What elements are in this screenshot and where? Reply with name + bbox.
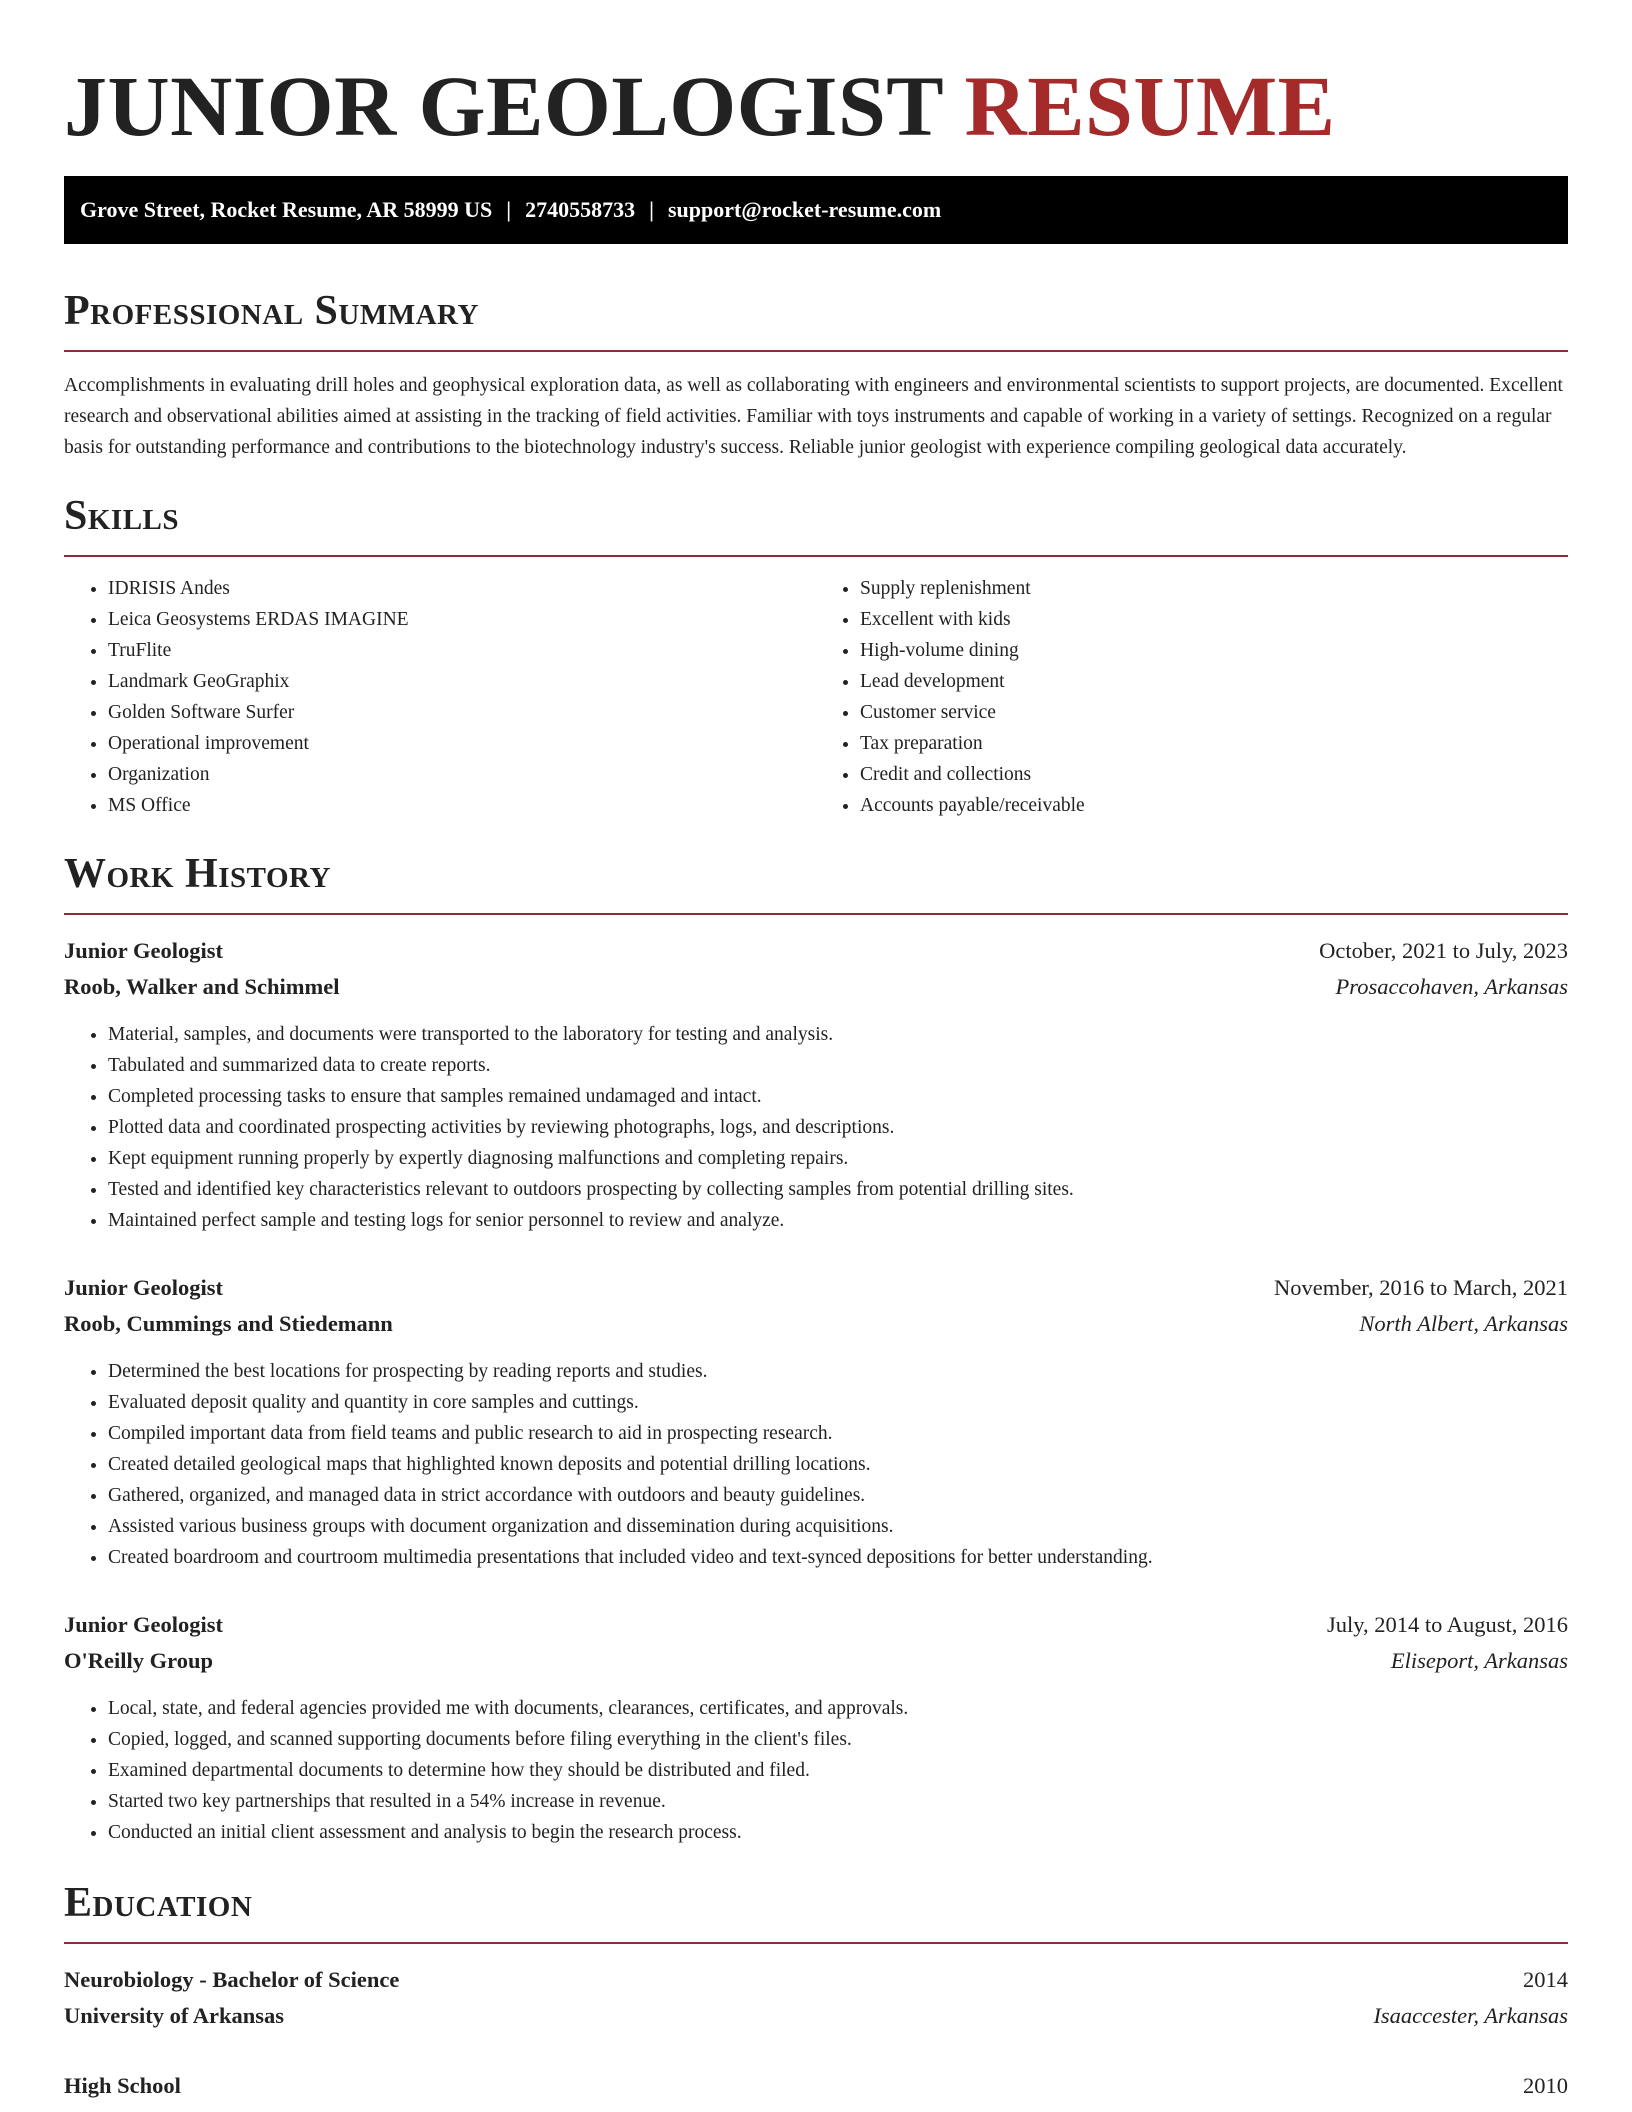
contact-email[interactable]: support@rocket-resume.com [667, 197, 942, 222]
list-item: • Excellent with kids [860, 604, 1568, 635]
list-item: • Assisted various business groups with document organization and dissemination during acquisitions. [108, 1511, 1568, 1542]
list-item: • Supply replenishment [860, 573, 1568, 604]
skills-list-left [64, 573, 816, 821]
contact-bar [64, 176, 1568, 244]
job-dates: November, 2016 to March, 2021 [1273, 1275, 1568, 1300]
job-subheader [64, 1643, 1568, 1679]
list-item: • Customer service [860, 697, 1568, 728]
skills-heading: Skills [64, 493, 180, 539]
work-section [64, 849, 1568, 1848]
contact-address: Grove Street, Rocket Resume, AR 58999 US [80, 197, 493, 222]
list-item: • Determined the best locations for prospecting by reading reports and studies. [108, 1356, 1568, 1387]
job-entry [64, 933, 1568, 1236]
job-subheader [64, 969, 1568, 1005]
list-item: • Created detailed geological maps that highlighted known deposits and potential drilling locations. [108, 1449, 1568, 1480]
list-item: • Lead development [860, 666, 1568, 697]
job-role: Junior Geologist [64, 938, 223, 963]
job-entry [64, 1270, 1568, 1573]
education-heading: Education [64, 1880, 253, 1926]
list-item: • Started two key partnerships that resulted in a 54% increase in revenue. [108, 1786, 1568, 1817]
job-company: Roob, Walker and Schimmel [64, 974, 340, 999]
education-header [64, 1962, 1568, 1998]
section-divider [64, 350, 1568, 352]
list-item: • Maintained perfect sample and testing logs for senior personnel to review and analyze. [108, 1205, 1568, 1236]
education-year: 2010 [1523, 2073, 1568, 2098]
list-item: • Completed processing tasks to ensure that samples remained undamaged and intact. [108, 1081, 1568, 1112]
education-year: 2014 [1523, 1967, 1568, 1992]
list-item: • Golden Software Surfer [108, 697, 816, 728]
list-item: • Tabulated and summarized data to create reports. [108, 1050, 1568, 1081]
work-heading: Work History [64, 851, 331, 897]
list-item: • Credit and collections [860, 759, 1568, 790]
list-item: • IDRISIS Andes [108, 573, 816, 604]
education-entry [64, 1962, 1568, 2034]
list-item: • Gathered, organized, and managed data in strict accordance with outdoors and beauty guidelines. [108, 1480, 1568, 1511]
job-location: North Albert, Arkansas [1359, 1311, 1568, 1336]
section-divider [64, 555, 1568, 557]
education-section [64, 1878, 1568, 2104]
list-item: • Created boardroom and courtroom multimedia presentations that included video and text-synced depositions for better understanding. [108, 1542, 1568, 1573]
education-school: University of Arkansas [64, 2003, 285, 2028]
list-item: • TruFlite [108, 635, 816, 666]
contact-separator: | [506, 197, 512, 222]
list-item: • MS Office [108, 790, 816, 821]
section-divider [64, 913, 1568, 915]
list-item: • Copied, logged, and scanned supporting documents before filing everything in the client's files. [108, 1724, 1568, 1755]
job-dates: October, 2021 to July, 2023 [1319, 938, 1568, 963]
job-subheader [64, 1306, 1568, 1342]
job-location: Prosaccohaven, Arkansas [1335, 974, 1568, 999]
job-header [64, 933, 1568, 969]
job-bullets [64, 1693, 1568, 1848]
resume-title [64, 0, 1568, 156]
education-location: Isaaccester, Arkansas [1373, 2003, 1568, 2028]
resume-content [64, 0, 1568, 2104]
job-bullets [64, 1019, 1568, 1236]
education-degree: High School [64, 2073, 181, 2098]
job-company: Roob, Cummings and Stiedemann [64, 1311, 393, 1336]
summary-section [64, 286, 1568, 463]
list-item: • Tax preparation [860, 728, 1568, 759]
job-entry [64, 1607, 1568, 1848]
contact-separator: | [649, 197, 654, 222]
job-location: Eliseport, Arkansas [1390, 1648, 1568, 1673]
list-item: • Tested and identified key characteristics relevant to outdoors prospecting by collecting samples from potential drilling sites. [108, 1174, 1568, 1205]
education-subheader [64, 1998, 1568, 2034]
list-item: • Landmark GeoGraphix [108, 666, 816, 697]
title-accent: RESUME [964, 58, 1336, 154]
list-item: • High-volume dining [860, 635, 1568, 666]
education-header [64, 2068, 1568, 2104]
job-bullets [64, 1356, 1568, 1573]
list-item: • Operational improvement [108, 728, 816, 759]
list-item: • Conducted an initial client assessment and analysis to begin the research process. [108, 1817, 1568, 1848]
summary-heading: Professional Summary [64, 288, 479, 334]
job-dates: July, 2014 to August, 2016 [1326, 1612, 1568, 1637]
list-item: • Local, state, and federal agencies provided me with documents, clearances, certificates, and approvals. [108, 1693, 1568, 1724]
skills-section [64, 491, 1568, 821]
list-item: • Accounts payable/receivable [860, 790, 1568, 821]
list-item: • Plotted data and coordinated prospecting activities by reviewing photographs, logs, and descriptions. [108, 1112, 1568, 1143]
education-entry [64, 2068, 1568, 2104]
title-main: JUNIOR GEOLOGIST [64, 58, 943, 154]
skills-columns [64, 573, 1568, 821]
list-item: • Evaluated deposit quality and quantity in core samples and cuttings. [108, 1387, 1568, 1418]
section-divider [64, 1942, 1568, 1944]
list-item: • Leica Geosystems ERDAS IMAGINE [108, 604, 816, 635]
list-item: • Compiled important data from field teams and public research to aid in prospecting research. [108, 1418, 1568, 1449]
skills-list-right [816, 573, 1568, 821]
contact-phone[interactable]: 2740558733 [525, 197, 636, 222]
job-header [64, 1607, 1568, 1643]
education-degree: Neurobiology - Bachelor of Science [64, 1967, 400, 1992]
job-header [64, 1270, 1568, 1306]
summary-text: Accomplishments in evaluating drill holes and geophysical exploration data, as well as collaborating with engineers and environmental scientists to support projects, are documented. Excellent research and observational abilities aimed at assisting in the tracking of field activities. Familiar with toys instruments and capable of working in a variety of settings. Recognized on a regular basis for outstanding performance and contributions to the biotechnology industry's success. Reliable junior geologist with experience compiling geological data accurately. [64, 375, 1563, 458]
job-company: O'Reilly Group [64, 1648, 213, 1673]
list-item: • Organization [108, 759, 816, 790]
list-item: • Material, samples, and documents were transported to the laboratory for testing and analysis. [108, 1019, 1568, 1050]
list-item: • Examined departmental documents to determine how they should be distributed and filed. [108, 1755, 1568, 1786]
list-item: • Kept equipment running properly by expertly diagnosing malfunctions and completing repairs. [108, 1143, 1568, 1174]
job-role: Junior Geologist [64, 1275, 223, 1300]
job-role: Junior Geologist [64, 1612, 223, 1637]
